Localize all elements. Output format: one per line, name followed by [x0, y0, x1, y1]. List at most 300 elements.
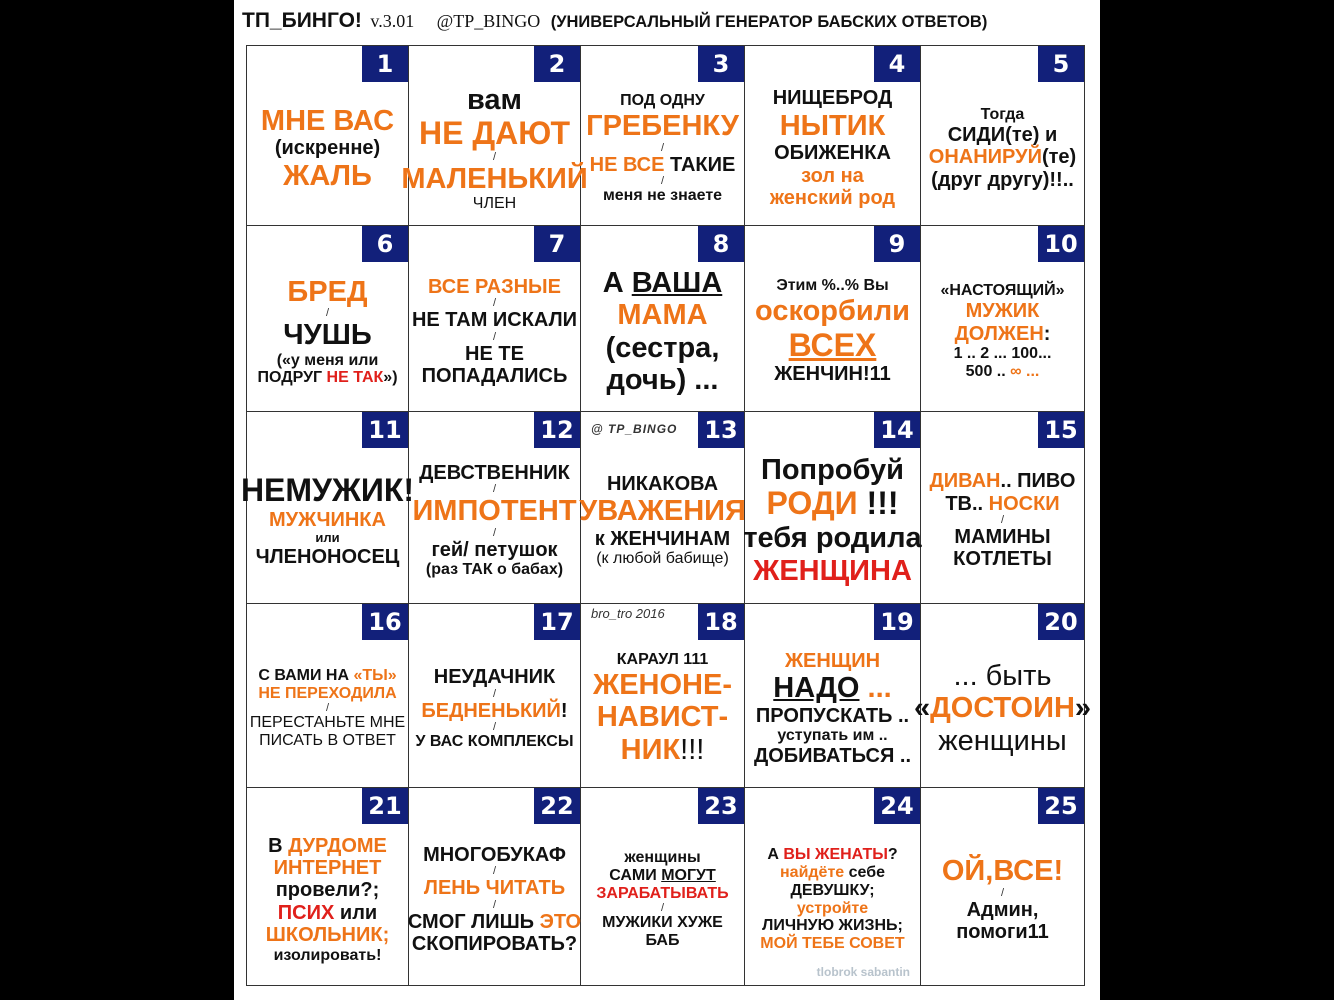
cell-text-line [603, 267, 723, 299]
text-fragment: ДИВАН [929, 470, 1001, 493]
cell-number-badge: 3 [698, 46, 744, 82]
cell-text-line [620, 92, 705, 110]
handle-tag: @ TP_BINGO [591, 422, 678, 436]
text-fragment: / [325, 702, 330, 714]
cell-text-line [412, 933, 577, 955]
text-fragment: ЛИЧНУЮ ЖИЗНЬ; [762, 917, 903, 935]
bingo-cell-23 [581, 788, 745, 986]
bingo-cell-4 [745, 46, 921, 226]
text-fragment: НЕ ВСЕ [589, 153, 665, 176]
text-fragment: А [602, 266, 632, 299]
text-fragment: ГРЕБЕНКУ [586, 110, 739, 143]
text-fragment: ПСИХ [277, 901, 335, 924]
text-fragment: » [1074, 692, 1092, 725]
cell-number-badge: 16 [362, 604, 408, 640]
text-fragment: СМОГ ЛИШЬ [407, 910, 540, 933]
cell-number-badge: 6 [362, 226, 408, 262]
separator-slash [493, 689, 496, 700]
cell-text-line [424, 877, 565, 899]
text-fragment: уступать им .. [777, 726, 888, 744]
bingo-cell-3 [581, 46, 745, 226]
text-fragment: ШКОЛЬНИК; [265, 924, 390, 947]
text-fragment: СИДИ(те) и [947, 123, 1058, 146]
text-fragment: МАМА [617, 299, 708, 332]
cell-text-line [419, 462, 570, 484]
cell-text-line [261, 105, 394, 137]
text-fragment: МАМИНЫ [954, 526, 1051, 548]
author-tag: bro_tro 2016 [591, 606, 665, 621]
text-fragment: ЧЛЕНОНОСЕЦ [255, 545, 400, 568]
bingo-cell-16 [247, 604, 409, 788]
text-fragment: / [492, 330, 497, 343]
cell-text-line [241, 473, 414, 509]
cell-text-line [914, 692, 1091, 724]
cell-number-badge: 1 [362, 46, 408, 82]
text-fragment: / [492, 865, 497, 878]
text-fragment: МНЕ ВАС [260, 104, 395, 137]
bingo-cell-17 [409, 604, 581, 788]
text-fragment: / [660, 141, 665, 154]
bingo-cell-5 [921, 46, 1085, 226]
text-fragment: или [334, 901, 378, 924]
cell-text-line [766, 486, 898, 522]
cell-text-line [776, 277, 888, 295]
text-fragment: ДОСТОИН [930, 692, 1075, 725]
text-fragment: меня не знаете [602, 186, 723, 204]
text-fragment: НЕ ТАК [326, 369, 384, 387]
cell-text-line [597, 701, 728, 733]
text-fragment: НОСКИ [988, 492, 1060, 515]
bingo-cell-13 [581, 412, 745, 604]
text-fragment: / [1000, 514, 1005, 526]
bingo-cell-24 [745, 788, 921, 986]
text-fragment: МНОГОБУКАФ [423, 843, 566, 866]
cell-text-line [287, 276, 367, 308]
cell-text-line [743, 522, 921, 554]
text-fragment: КОТЛЕТЫ [953, 548, 1052, 571]
cell-text-line [408, 911, 581, 933]
header [242, 4, 1092, 38]
text-fragment: ДУРДОМЕ [288, 834, 387, 857]
cell-text-line [603, 187, 722, 205]
bingo-cell-15 [921, 412, 1085, 604]
text-fragment: / [492, 898, 497, 911]
text-fragment: МУЖЧИНКА [269, 508, 386, 531]
cell-text-line [250, 714, 405, 732]
cell-number-badge: 9 [874, 226, 920, 262]
cell-number-badge: 11 [362, 412, 408, 448]
text-fragment: ЭТО [539, 910, 582, 933]
text-fragment: А [767, 845, 784, 863]
cell-text-line [419, 116, 570, 152]
cell-text-line [940, 282, 1064, 300]
text-fragment: СКОПИРОВАТЬ? [411, 932, 578, 955]
text-fragment: ЧЛЕН [472, 195, 517, 213]
text-fragment: «НАСТОЯЩИЙ» [940, 282, 1065, 300]
separator-slash [1001, 888, 1004, 899]
bingo-cell-14 [745, 412, 921, 604]
cell-number-badge: 7 [534, 226, 580, 262]
bingo-cell-2 [401, 46, 588, 226]
text-fragment: ПИСАТЬ В ОТВЕТ [259, 731, 396, 749]
cell-text-line [753, 555, 912, 587]
text-fragment: ЗАРАБАТЫВАТЬ [596, 885, 729, 903]
text-fragment: устройте [796, 899, 869, 917]
separator-slash [493, 866, 496, 877]
cell-text-line [607, 473, 718, 495]
cell-number-badge: 17 [534, 604, 580, 640]
text-fragment: ПОД ОДНУ [620, 92, 705, 110]
text-fragment: ОЙ,ВСЕ! [941, 855, 1064, 888]
cell-text-line [268, 835, 387, 857]
cell-text-line [945, 493, 1059, 515]
separator-slash [493, 528, 496, 539]
text-fragment: изолировать! [273, 946, 382, 964]
cell-text-line [283, 319, 371, 351]
card-description: (УНИВЕРСАЛЬНЫЙ ГЕНЕРАТОР БАБСКИХ ОТВЕТОВ) [550, 13, 988, 31]
text-fragment: ОНАНИРУЙ [928, 146, 1042, 169]
cell-text-line [953, 660, 1051, 692]
cell-text-line [259, 732, 396, 750]
cell-number-badge: 2 [534, 46, 580, 82]
bingo-cell-8 [581, 226, 745, 412]
cell-text-line [948, 124, 1058, 146]
cell-number-badge: 4 [874, 46, 920, 82]
cell-number-badge: 20 [1038, 604, 1084, 640]
text-fragment: Админ, [966, 898, 1039, 921]
cell-text-line [266, 924, 389, 946]
cell-text-line [797, 900, 868, 918]
text-fragment: провели?; [275, 879, 380, 902]
cell-text-line [761, 454, 904, 486]
text-fragment: ? [887, 845, 898, 863]
text-fragment: гей/ петушок [431, 538, 558, 561]
watermark: tlobrok sabantin [816, 965, 910, 979]
cell-text-line [609, 867, 716, 885]
bingo-grid [240, 45, 1092, 986]
cell-text-line [422, 365, 568, 387]
cell-text-line [646, 932, 680, 950]
separator-slash [493, 722, 496, 733]
bingo-card [234, 0, 1100, 1000]
text-fragment: ПРОПУСКАТЬ .. [755, 704, 910, 727]
cell-text-line [774, 142, 891, 164]
separator-slash [661, 143, 664, 154]
text-fragment: ») [383, 369, 398, 387]
cell-text-line [954, 345, 1052, 363]
separator-slash [493, 152, 496, 163]
cell-text-line [773, 672, 891, 704]
cell-text-line [593, 669, 732, 701]
text-fragment: МОГУТ [661, 867, 716, 885]
text-fragment: к ЖЕНЧИНАМ [594, 527, 731, 550]
card-title: ТП_БИНГО! [242, 9, 362, 32]
text-fragment: ... быть [953, 659, 1052, 692]
text-fragment: ПОПАДАЛИСЬ [421, 364, 568, 387]
text-fragment: ТВ.. [945, 492, 989, 515]
cell-text-line [755, 295, 910, 327]
text-fragment: («у меня или [276, 351, 379, 369]
bingo-cell-19 [745, 604, 921, 788]
text-fragment: тебя родила [743, 522, 922, 555]
cell-text-line [579, 495, 746, 527]
text-fragment: Этим %..% Вы [776, 277, 889, 295]
text-fragment: ЖЕНОНЕ- [593, 668, 732, 701]
cell-text-line [930, 470, 1076, 492]
text-fragment: НЕ ТЕ [465, 342, 524, 365]
bingo-cell-21 [247, 788, 409, 986]
cell-text-line [967, 899, 1039, 921]
cell-text-line [467, 84, 522, 116]
text-fragment: БРЕД [287, 275, 368, 308]
cell-text-line [607, 364, 719, 396]
text-fragment: КАРАУЛ 111 [616, 650, 709, 668]
cell-text-line [617, 299, 707, 331]
text-fragment: оскорбили [754, 295, 910, 328]
cell-text-line [269, 509, 386, 531]
text-fragment: ДЕВУШКУ; [790, 881, 875, 899]
cell-text-line [760, 935, 904, 953]
cell-text-line [278, 902, 377, 924]
text-fragment: / [1000, 886, 1005, 899]
cell-text-line [621, 734, 705, 766]
text-fragment: ЧУШЬ [283, 319, 372, 352]
cell-text-line [428, 276, 561, 298]
cell-text-line [981, 106, 1025, 124]
text-fragment: ВСЕХ [788, 326, 877, 363]
cell-text-line [931, 169, 1074, 191]
bingo-cell-1 [247, 46, 409, 226]
cell-text-line [966, 363, 1040, 381]
cell-text-line [415, 733, 573, 751]
text-fragment: себе [844, 863, 885, 881]
text-fragment: УВАЖЕНИЯ [579, 495, 746, 528]
cell-number-badge: 22 [534, 788, 580, 824]
text-fragment: (те) [1041, 146, 1077, 169]
text-fragment: 1 .. 2 ... 100... [953, 344, 1052, 362]
text-fragment: НАДО [773, 672, 860, 705]
text-fragment: / [660, 901, 665, 914]
cell-text-line [780, 110, 886, 142]
text-fragment: / [492, 526, 497, 539]
bingo-cell-6 [247, 226, 409, 412]
text-fragment: (к любой бабище) [596, 550, 729, 568]
text-fragment: помоги11 [956, 921, 1049, 944]
cell-text-line [953, 548, 1052, 570]
text-fragment: НЕУДАЧНИК [433, 666, 556, 689]
cell-text-line [602, 914, 723, 932]
cell-number-badge: 8 [698, 226, 744, 262]
text-fragment: ЛЕНЬ ЧИТАТЬ [423, 877, 566, 900]
text-fragment: НЫТИК [779, 109, 886, 142]
text-fragment: / [325, 307, 330, 320]
text-fragment: НЕ ПЕРЕХОДИЛА [258, 685, 397, 703]
cell-text-line [929, 146, 1076, 168]
cell-text-line [465, 343, 524, 365]
text-fragment: Тогда [980, 105, 1025, 123]
text-fragment: ДЕВСТВЕННИК [419, 461, 570, 484]
text-fragment: ЖАЛЬ [283, 159, 372, 192]
text-fragment: ... [859, 672, 892, 705]
separator-slash [326, 308, 329, 319]
cell-text-line [423, 844, 566, 866]
separator-slash [1001, 515, 1004, 526]
text-fragment: (друг другу)!!.. [931, 168, 1074, 191]
text-fragment: 500 .. [965, 362, 1011, 380]
cell-number-badge: 10 [1038, 226, 1084, 262]
separator-slash [493, 332, 496, 343]
cell-text-line [315, 531, 339, 546]
cell-text-line [596, 550, 729, 568]
text-fragment: .. ПИВО [1000, 470, 1076, 493]
cell-text-line [473, 195, 516, 213]
text-fragment: / [492, 687, 497, 700]
cell-text-line [277, 352, 379, 370]
text-fragment: женщины [938, 724, 1067, 757]
cell-text-line [767, 846, 897, 864]
cell-text-line [434, 666, 555, 688]
cell-text-line [624, 849, 700, 867]
separator-slash [326, 703, 329, 714]
bingo-cell-12 [409, 412, 581, 604]
text-fragment: НЕ ТАМ ИСКАЛИ [411, 309, 578, 332]
text-fragment: ДОЛЖЕН [954, 322, 1044, 345]
separator-slash [493, 900, 496, 911]
text-fragment: ПЕРЕСТАНЬТЕ МНЕ [249, 714, 406, 731]
cell-number-badge: 12 [534, 412, 580, 448]
cell-text-line [785, 650, 880, 672]
bingo-cell-10 [921, 226, 1085, 412]
cell-number-badge: 13 [698, 412, 744, 448]
cell-text-line [274, 857, 382, 879]
cell-number-badge: 21 [362, 788, 408, 824]
handle-label: @TP_BINGO [436, 11, 541, 31]
cell-text-line [942, 855, 1063, 887]
cell-text-line [774, 363, 891, 385]
cell-text-line [966, 300, 1040, 322]
bingo-cell-7 [409, 226, 581, 412]
text-fragment: ДОБИВАТЬСЯ .. [753, 744, 912, 767]
text-fragment: / [492, 150, 497, 163]
text-fragment: (раз ТАК о бабах) [425, 561, 564, 579]
cell-text-line [595, 528, 730, 550]
separator-slash [661, 176, 664, 187]
text-fragment: ВЫ ЖЕНАТЫ [783, 845, 888, 863]
text-fragment: С ВАМИ НА [258, 667, 354, 685]
cell-text-line [276, 879, 380, 901]
text-fragment: дочь) ... [606, 363, 719, 396]
cell-text-line [770, 187, 895, 209]
text-fragment: (искренне) [274, 137, 381, 160]
text-fragment: НЕМУЖИК! [240, 471, 415, 508]
text-fragment: НИК [620, 733, 681, 766]
text-fragment: / [492, 483, 497, 496]
cell-number-badge: 25 [1038, 788, 1084, 824]
cell-text-line [258, 667, 396, 685]
cell-text-line [431, 539, 557, 561]
text-fragment: или [315, 530, 340, 546]
text-fragment: РОДИ [766, 485, 858, 522]
text-fragment: вам [466, 83, 523, 116]
cell-text-line [617, 651, 708, 669]
cell-text-line [426, 561, 563, 579]
cell-text-line [257, 369, 397, 387]
text-fragment: ЖЕНЧИН!11 [774, 363, 891, 386]
bingo-cell-25 [921, 788, 1085, 986]
version-label: v.3.01 [370, 11, 415, 31]
cell-text-line [956, 921, 1049, 943]
text-fragment: ∞ ... [1010, 362, 1040, 380]
text-fragment: НЕ ДАЮТ [419, 115, 570, 152]
cell-text-line [955, 323, 1051, 345]
text-fragment: найдёте [780, 863, 845, 881]
text-fragment: зол на [801, 164, 864, 187]
cell-text-line [275, 137, 380, 159]
bingo-cell-18 [581, 604, 745, 788]
cell-text-line [938, 725, 1066, 757]
cell-text-line [789, 328, 877, 364]
text-fragment: ИМПОТЕНТ [412, 495, 577, 528]
cell-text-line [258, 685, 396, 703]
text-fragment: !!! [857, 485, 899, 522]
cell-text-line [954, 526, 1050, 548]
cell-text-line [421, 700, 567, 722]
cell-number-badge: 18 [698, 604, 744, 640]
text-fragment: НИЩЕБРОД [772, 87, 893, 110]
cell-number-badge: 14 [874, 412, 920, 448]
text-fragment: ! [560, 699, 568, 722]
bingo-cell-9 [745, 226, 921, 412]
text-fragment: САМИ [609, 867, 662, 885]
cell-number-badge: 23 [698, 788, 744, 824]
text-fragment: БЕДНЕНЬКИЙ [421, 699, 561, 722]
cell-text-line [801, 165, 864, 187]
bingo-cell-11 [240, 412, 415, 604]
text-fragment: ВАША [631, 266, 723, 299]
text-fragment: ВСЕ РАЗНЫЕ [428, 275, 561, 298]
separator-slash [493, 298, 496, 309]
text-fragment: ТАКИЕ [664, 153, 736, 176]
bingo-cell-20 [913, 604, 1092, 788]
text-fragment: ПОДРУГ [257, 369, 327, 387]
text-fragment: «ТЫ» [353, 667, 397, 685]
cell-text-line [780, 864, 885, 882]
separator-slash [661, 903, 664, 914]
cell-text-line [401, 163, 587, 195]
cell-text-line [412, 495, 576, 527]
text-fragment: НИКАКОВА [606, 472, 719, 495]
cell-text-line [412, 309, 577, 331]
text-fragment: ОБИЖЕНКА [774, 142, 891, 165]
text-fragment: ИНТЕРНЕТ [273, 856, 382, 879]
bingo-cell-22 [409, 788, 581, 986]
cell-text-line [256, 546, 400, 568]
text-fragment: У ВАС КОМПЛЕКСЫ [415, 732, 574, 750]
cell-text-line [590, 154, 736, 176]
cell-text-line [790, 882, 874, 900]
text-fragment: В [268, 834, 289, 857]
text-fragment: МУЖИКИ ХУЖЕ [602, 913, 723, 931]
text-fragment: : [1043, 322, 1051, 345]
text-fragment: ЖЕНЩИН [784, 649, 881, 672]
text-fragment: !!! [680, 733, 705, 766]
cell-text-line [283, 160, 372, 192]
text-fragment: МУЖИК [965, 300, 1040, 323]
cell-text-line [274, 947, 382, 965]
separator-slash [493, 484, 496, 495]
text-fragment: / [492, 720, 497, 733]
cell-number-badge: 19 [874, 604, 920, 640]
